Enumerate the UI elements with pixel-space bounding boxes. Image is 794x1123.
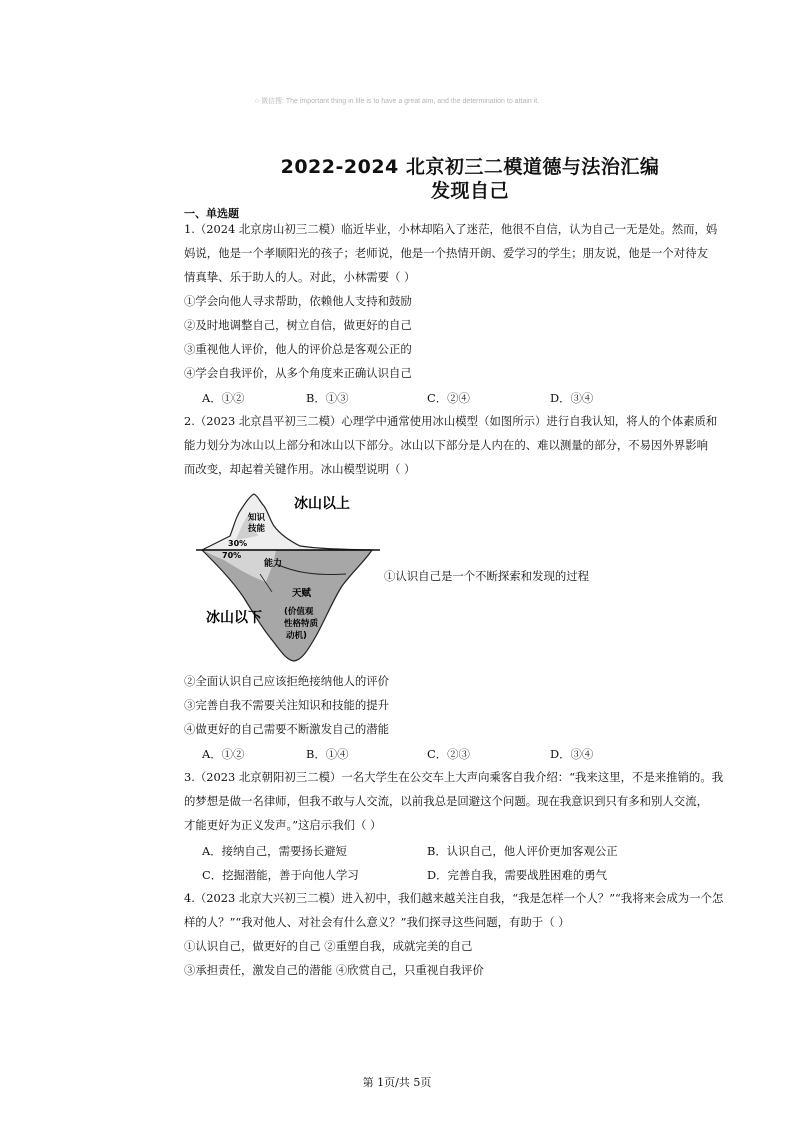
q2-item: ③完善自我不需要关注知识和技能的提升 [184,698,390,712]
q3-option-a: A．接纳自己，需要扬长避短 [202,844,347,858]
document-subtitle: 发现自己 [430,180,509,202]
q4-stem-line: 4.（2023 北京大兴初三二模）进入初中，我们越来越关注自我，“我是怎样一个人？”“我将来会成为一个怎 [184,891,724,905]
label-skill: 技能 [248,524,266,534]
q3-option-b: B．认识自己，他人评价更加客观公正 [427,844,618,858]
q2-stem-line: 2.（2023 北京昌平初三二模）心理学中通常使用冰山模型（如图所示）进行自我认知，将人的个体素质和 [184,414,718,428]
q1-item: ②及时地调整自己，树立自信，做更好的自己 [184,318,412,332]
q2-stem-line: 能力划分为冰山以上部分和冰山以下部分。冰山以下部分是人内在的、难以测量的部分，不易因外界影响 [184,438,708,452]
label-70pct: 70% [222,551,242,560]
page-number: 第 1页/共 5页 [362,1076,432,1089]
watermark: ○ 微信搜: The important thing in life is to have a great aim, and the determination to attain it. [254,98,540,105]
q1-stem-line: 1.（2024 北京房山初三二模）临近毕业，小林却陷入了迷茫，他很不自信，认为自己一无是处。然而，妈 [184,222,718,236]
q1-option-a: A．①② [202,391,245,405]
q2-option-a: A．①② [202,747,245,761]
label-traits: 性格特质 [284,619,319,629]
q4-item: ①认识自己，做更好的自己 ②重塑自我，成就完美的自己 [184,939,473,953]
q2-option-d: D．③④ [550,747,594,761]
q3-option-d: D．完善自我，需要战胜困难的勇气 [427,868,607,882]
q2-item: ①认识自己是一个不断探索和发现的过程 [384,569,590,583]
q3-stem-line: 的梦想是做一名律师，但我不敢与人交流，以前我总是回避这个问题。现在我意识到只有多和别人交流， [184,794,708,808]
q3-option-c: C．挖掘潜能，善于向他人学习 [202,868,359,882]
q2-stem-line: 而改变，却起着关键作用。冰山模型说明（ ） [184,462,416,476]
q1-option-b: B．①③ [306,391,349,405]
q4-item: ③承担责任，激发自己的潜能 ④欣赏自己，只重视自我评价 [184,963,484,977]
label-below: 冰山以下 [206,610,262,626]
q2-option-b: B．①④ [306,747,349,761]
document-title: 2022-2024 北京初三二模道德与法治汇编 [280,156,660,178]
q1-stem-line: 情真挚、乐于助人的人。对此，小林需要（ ） [184,270,416,284]
q1-option-d: D．③④ [550,391,594,405]
q1-item: ④学会自我评价，从多个角度来正确认识自己 [184,366,412,380]
q2-item: ④做更好的自己需要不断激发自己的潜能 [184,722,390,736]
iceberg-figure [196,490,380,662]
q3-stem-line: 3.（2023 北京朝阳初三二模）一名大学生在公交车上大声向乘客自我介绍：“我来这里，不是来推销的。我 [184,770,724,784]
label-ability: 能力 [264,559,283,569]
label-above: 冰山以上 [294,496,350,512]
label-talent: 天赋 [292,588,312,599]
section-heading: 一、单选题 [184,207,239,220]
q4-stem-line: 样的人？”“我对他人、对社会有什么意义？”我们探寻这些问题，有助于（ ） [184,915,570,929]
label-30pct: 30% [228,539,248,548]
q1-option-c: C．②④ [427,391,470,405]
q2-item: ②全面认识自己应该拒绝接纳他人的评价 [184,674,390,688]
q1-item: ①学会向他人寻求帮助，依赖他人支持和鼓励 [184,294,412,308]
label-values: (价值观 [284,607,314,617]
q2-option-c: C．②③ [427,747,470,761]
label-knowledge: 知识 [248,513,266,523]
q1-stem-line: 妈说，他是一个孝顺阳光的孩子；老师说，他是一个热情开朗、爱学习的学生；朋友说，他是一个对待友 [184,246,708,260]
label-motivation: 动机) [286,631,307,641]
q3-stem-line: 才能更好为正义发声。”这启示我们（ ） [184,818,382,832]
q1-item: ③重视他人评价，他人的评价总是客观公正的 [184,342,412,356]
